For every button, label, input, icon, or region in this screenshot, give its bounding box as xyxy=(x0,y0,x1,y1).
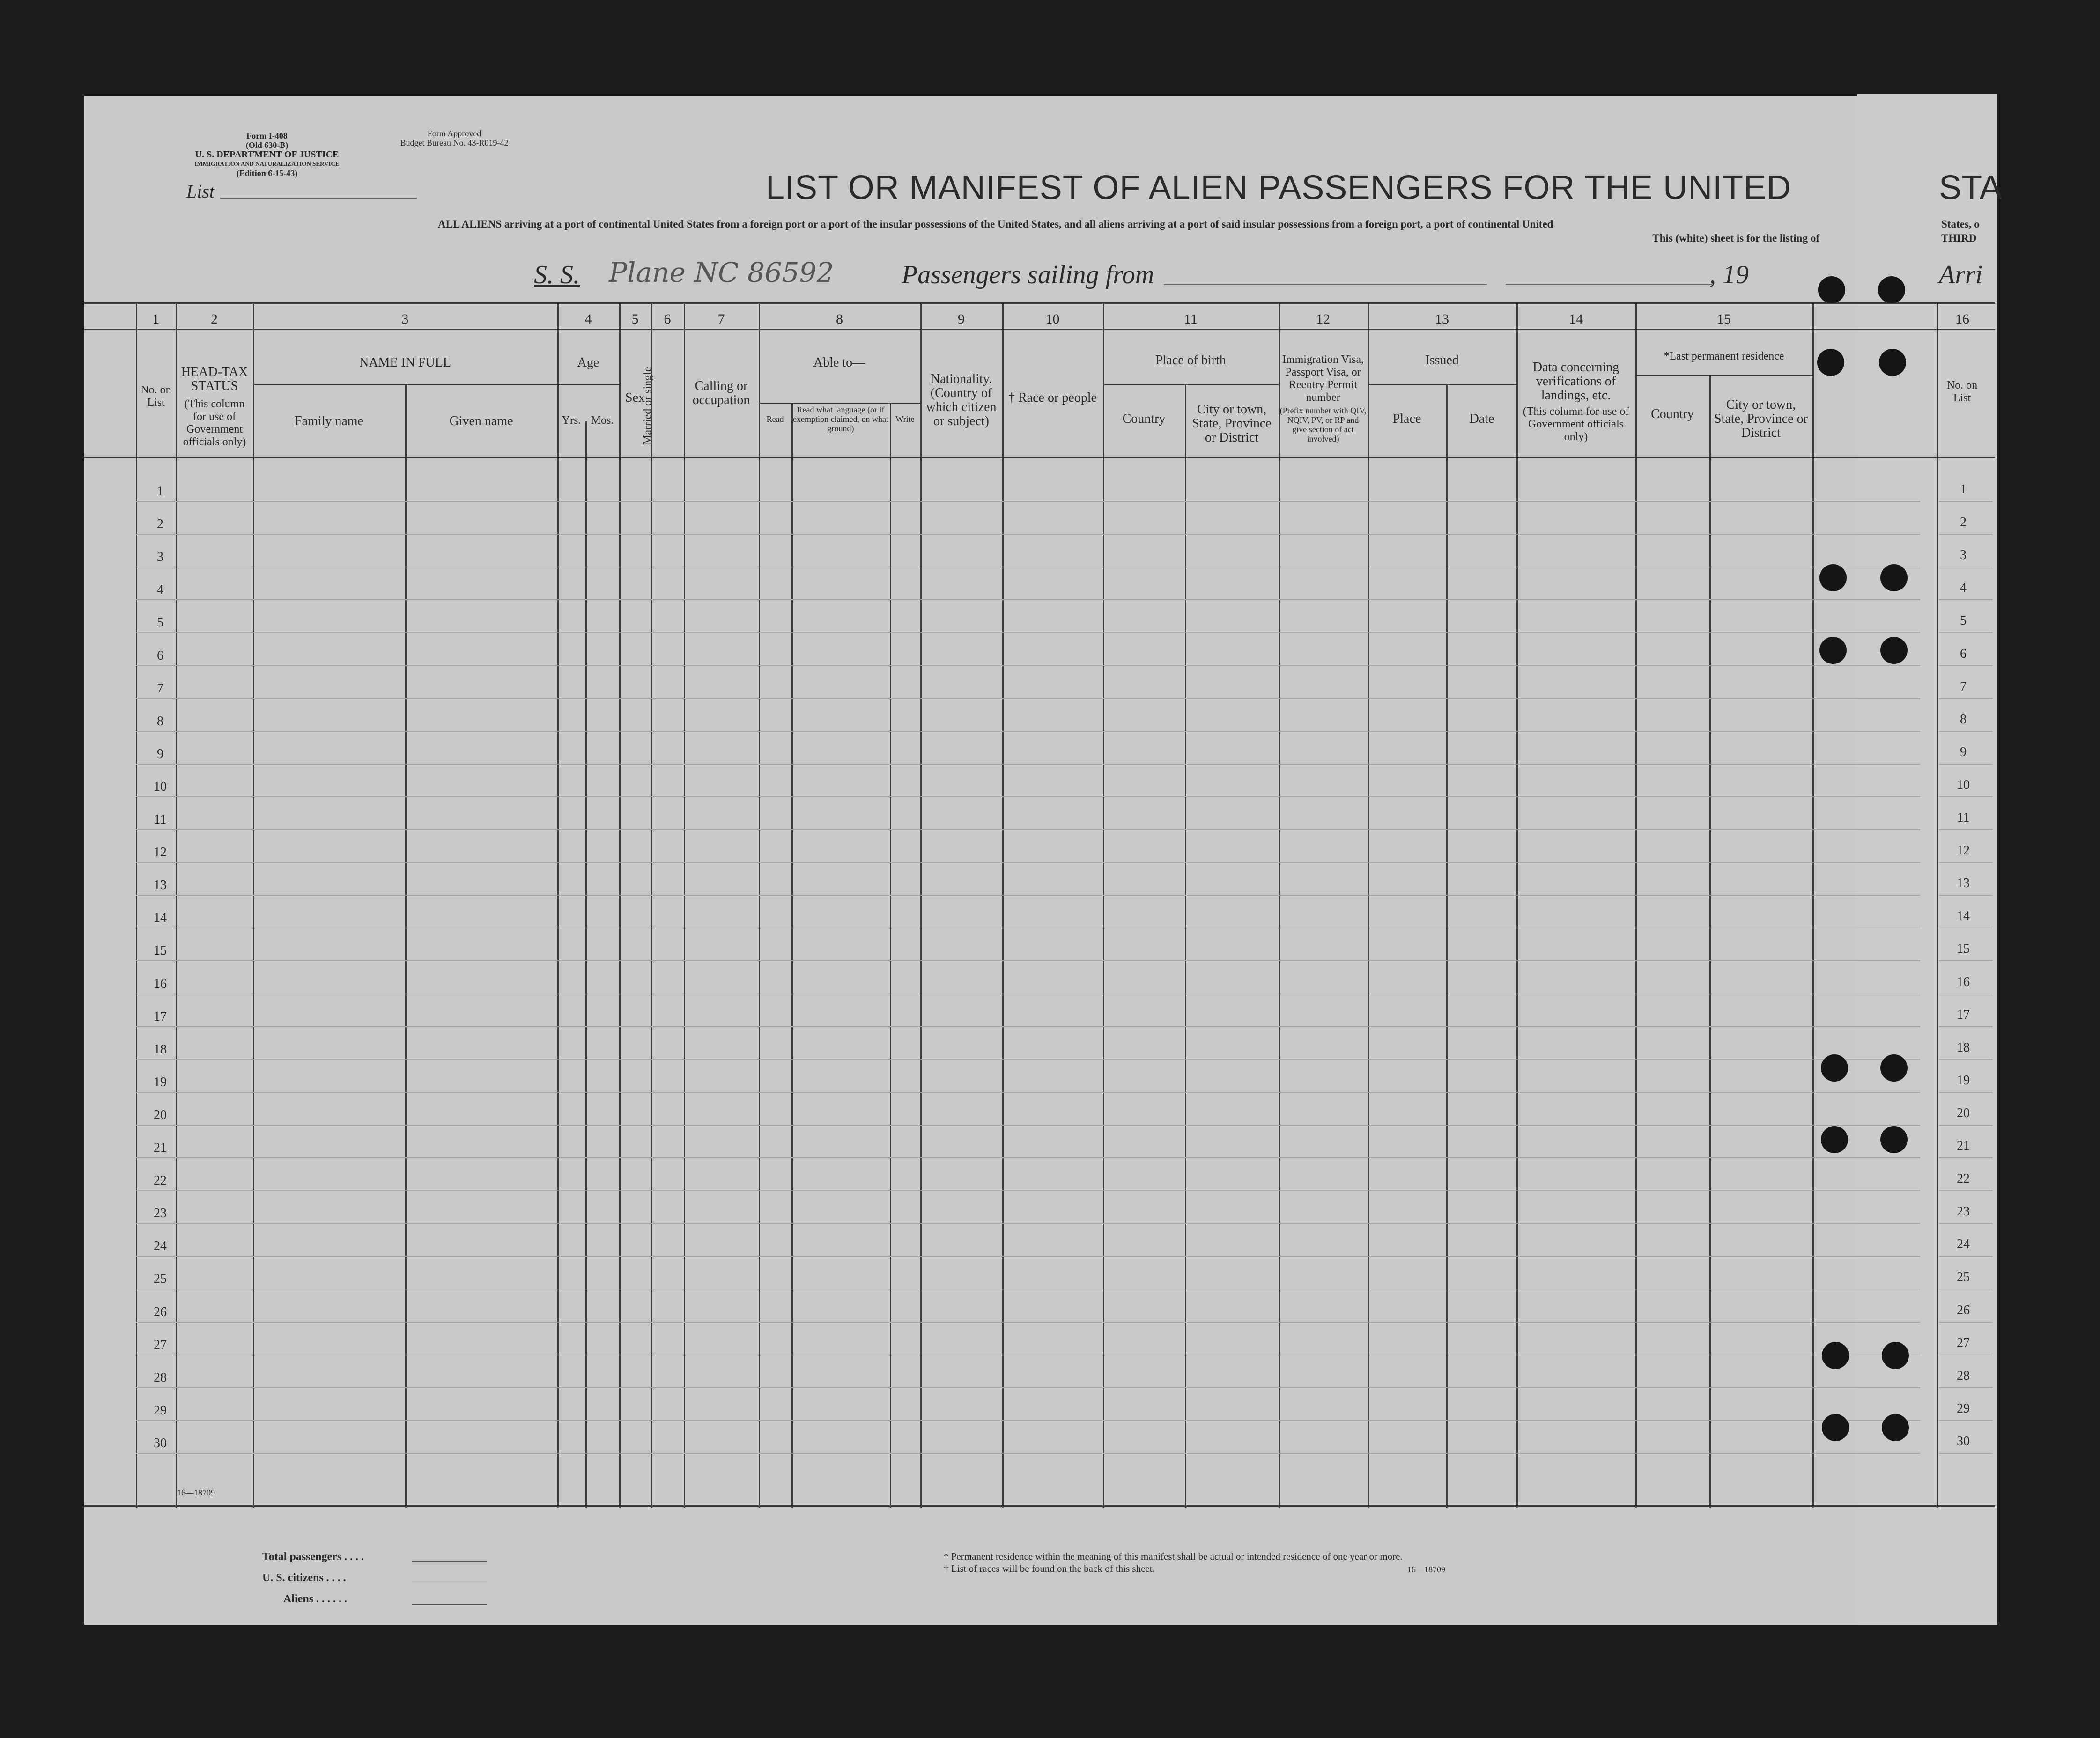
col-able-to: Able to— xyxy=(813,355,866,370)
row-number-right: 7 xyxy=(1960,679,1967,694)
row-rule-right xyxy=(1939,796,1993,797)
row-rule xyxy=(136,862,1920,863)
col-nationality: Nationality. (Country of which citizen or subject) xyxy=(926,372,997,428)
colnum-16: 16 xyxy=(1955,311,1969,327)
row-number: 29 xyxy=(154,1403,167,1418)
row-number: 25 xyxy=(154,1272,167,1286)
row-rule-right xyxy=(1939,1092,1993,1093)
col-visa-note: (Prefix number with QIV, NQIV, PV, or RP and give section of act involved) xyxy=(1279,406,1367,443)
footer-note-races: † List of races will be found on the back of this sheet. xyxy=(944,1563,1155,1574)
colnum-3: 3 xyxy=(401,311,409,327)
row-rule-right xyxy=(1939,1190,1993,1191)
row-rule-right xyxy=(1939,731,1993,732)
row-number: 15 xyxy=(154,943,167,958)
colnum-1: 1 xyxy=(152,311,159,327)
row-number-right: 30 xyxy=(1957,1434,1970,1449)
colnum-15: 15 xyxy=(1717,311,1731,327)
row-rule xyxy=(136,829,1920,830)
row-number: 6 xyxy=(157,648,163,663)
col-issued: Issued xyxy=(1425,353,1459,368)
col-head-tax-label: HEAD-TAX STATUS xyxy=(181,365,248,393)
col-visa xyxy=(1279,353,1367,443)
row-number: 26 xyxy=(154,1305,167,1319)
row-number-right: 24 xyxy=(1957,1237,1970,1252)
colnum-11: 11 xyxy=(1184,311,1198,327)
row-rule-right xyxy=(1939,665,1993,666)
row-rule xyxy=(136,895,1920,896)
row-number: 18 xyxy=(154,1042,167,1057)
row-number-right: 20 xyxy=(1957,1106,1970,1120)
punch-hole xyxy=(1880,1054,1908,1082)
row-number: 8 xyxy=(157,714,163,729)
row-number-right: 13 xyxy=(1957,876,1970,891)
row-number: 19 xyxy=(154,1075,167,1090)
col-calling: Calling or occupation xyxy=(692,379,750,407)
punch-hole xyxy=(1822,1414,1849,1441)
form-old-number: (Old 630-B) xyxy=(245,140,288,150)
row-rule-right xyxy=(1939,895,1993,896)
row-number-right: 17 xyxy=(1957,1008,1970,1022)
page-title-cont: STA xyxy=(1939,169,2002,206)
row-rule-right xyxy=(1939,534,1993,535)
col-married: Married or single xyxy=(642,367,654,445)
ss-label: S. S. xyxy=(534,260,580,289)
row-number: 14 xyxy=(154,911,167,925)
colnum-4: 4 xyxy=(584,311,592,327)
row-number-right: 10 xyxy=(1957,778,1970,792)
punch-hole xyxy=(1880,637,1908,664)
row-rule xyxy=(136,731,1920,732)
row-number: 4 xyxy=(157,582,163,597)
colnum-border xyxy=(84,329,1995,330)
row-rule xyxy=(136,764,1920,765)
footer-code: 16—18709 xyxy=(1407,1565,1445,1574)
row-rule xyxy=(136,1420,1920,1421)
right-line1: States, o xyxy=(1941,218,1980,230)
col-place-of-birth: Place of birth xyxy=(1155,353,1226,368)
table-bottom-border xyxy=(84,1505,1995,1507)
row-number-right: 29 xyxy=(1957,1401,1970,1416)
col-verifications xyxy=(1517,361,1634,443)
form-approval xyxy=(384,129,525,147)
col-given-name: Given name xyxy=(449,414,513,428)
form-service: IMMIGRATION AND NATURALIZATION SERVICE xyxy=(194,160,340,167)
row-number: 17 xyxy=(154,1009,167,1024)
row-rule xyxy=(136,1387,1920,1388)
col-verifications-label: Data concerning verifications of landings, etc. xyxy=(1532,360,1619,403)
form-budget: Budget Bureau No. 43-R019-42 xyxy=(400,138,509,147)
row-rule xyxy=(136,1223,1920,1224)
form-agency: U. S. DEPARTMENT OF JUSTICE xyxy=(195,149,339,160)
col-no-on-list: No. on List xyxy=(140,384,171,409)
row-number: 1 xyxy=(157,484,163,499)
punch-hole xyxy=(1879,349,1906,376)
punch-hole xyxy=(1817,349,1844,376)
row-rule xyxy=(136,1322,1920,1323)
row-rule xyxy=(136,501,1920,502)
header-bottom-border xyxy=(84,457,1995,458)
col-family-name: Family name xyxy=(295,414,363,428)
row-number: 13 xyxy=(154,878,167,892)
row-rule-right xyxy=(1939,764,1993,765)
colnum-14: 14 xyxy=(1569,311,1583,327)
row-number-right: 18 xyxy=(1957,1040,1970,1055)
punch-hole xyxy=(1821,1054,1848,1082)
form-number xyxy=(178,131,356,178)
row-rule xyxy=(136,665,1920,666)
row-number-right: 23 xyxy=(1957,1204,1970,1219)
colnum-8: 8 xyxy=(836,311,843,327)
col-birth-country: Country xyxy=(1122,412,1166,426)
punch-hole xyxy=(1882,1342,1909,1369)
table-top-border xyxy=(84,302,1995,304)
row-number-right: 4 xyxy=(1960,581,1967,595)
row-number: 30 xyxy=(154,1436,167,1451)
subtitle2: This (white) sheet is for the listing of xyxy=(1652,232,1819,244)
row-number: 20 xyxy=(154,1108,167,1122)
row-rule-right xyxy=(1939,1322,1993,1323)
punch-hole xyxy=(1819,637,1847,664)
row-number: 28 xyxy=(154,1370,167,1385)
col-birth-city: City or town, State, Province or District xyxy=(1192,402,1272,445)
list-label: List xyxy=(186,181,215,202)
row-rule xyxy=(136,1157,1920,1158)
col-residence-country: Country xyxy=(1651,407,1694,421)
row-rule-right xyxy=(1939,1125,1993,1126)
row-rule xyxy=(136,1125,1920,1126)
row-rule xyxy=(136,534,1920,535)
footer-aliens: Aliens . . . . . . xyxy=(283,1593,348,1605)
form-edition: (Edition 6-15-43) xyxy=(236,169,298,178)
row-number-right: 12 xyxy=(1957,843,1970,858)
col-head-tax-note: (This column for use of Government officials only) xyxy=(183,398,246,448)
sailing-label: Passengers sailing from xyxy=(902,260,1154,289)
row-number: 22 xyxy=(154,1173,167,1188)
right-line2: THIRD xyxy=(1941,232,1977,244)
row-rule xyxy=(136,1190,1920,1191)
col-head-tax xyxy=(177,365,252,449)
punch-hole xyxy=(1822,1342,1849,1369)
row-number-right: 16 xyxy=(1957,975,1970,989)
col-issued-date: Date xyxy=(1469,412,1494,426)
row-number-right: 26 xyxy=(1957,1303,1970,1318)
row-rule-right xyxy=(1939,1420,1993,1421)
row-rule-right xyxy=(1939,698,1993,699)
sailing-line xyxy=(1164,284,1487,285)
col-age: Age xyxy=(577,355,599,370)
col-issued-place: Place xyxy=(1392,412,1421,426)
row-number-right: 3 xyxy=(1960,548,1967,562)
year-label: , 19 xyxy=(1709,260,1749,289)
page-title: LIST OR MANIFEST OF ALIEN PASSENGERS FOR THE UNITED xyxy=(766,169,1792,206)
col-verifications-note: (This column for use of Government officials only) xyxy=(1523,405,1629,443)
row-number-right: 21 xyxy=(1957,1139,1970,1153)
colnum-12: 12 xyxy=(1316,311,1330,327)
punch-hole xyxy=(1878,276,1905,303)
col-last-residence: *Last permanent residence xyxy=(1664,350,1784,362)
col-sex: Sex xyxy=(625,390,645,405)
row-rule-right xyxy=(1939,632,1993,633)
row-rule-right xyxy=(1939,1387,1993,1388)
row-number: 16 xyxy=(154,977,167,991)
col-no-on-list-right: No. on List xyxy=(1946,379,1978,404)
row-number-right: 11 xyxy=(1957,810,1970,825)
row-number: 12 xyxy=(154,845,167,860)
form-number-text: Form I-408 xyxy=(246,131,288,140)
row-number: 2 xyxy=(157,517,163,531)
col-visa-label: Immigration Visa, Passport Visa, or Reentry Permit number xyxy=(1282,353,1364,404)
colnum-6: 6 xyxy=(664,311,671,327)
row-number: 10 xyxy=(154,780,167,794)
row-rule xyxy=(136,1092,1920,1093)
row-rule xyxy=(136,960,1920,961)
col-age-mos: Mos. xyxy=(591,414,614,427)
punch-hole xyxy=(1880,1126,1908,1153)
row-number: 23 xyxy=(154,1206,167,1221)
row-number-right: 6 xyxy=(1960,647,1967,661)
row-number: 27 xyxy=(154,1338,167,1352)
row-rule xyxy=(136,599,1920,600)
punch-hole xyxy=(1880,564,1908,591)
row-number-right: 27 xyxy=(1957,1336,1970,1350)
row-rule xyxy=(136,1256,1920,1257)
row-rule-right xyxy=(1939,1026,1993,1027)
row-number: 11 xyxy=(154,812,167,827)
row-number-right: 22 xyxy=(1957,1171,1970,1186)
footer-citizens: U. S. citizens . . . . xyxy=(262,1572,346,1584)
colnum-5: 5 xyxy=(631,311,639,327)
row-rule-right xyxy=(1939,1453,1993,1454)
row-number: 5 xyxy=(157,615,163,630)
row-rule-right xyxy=(1939,960,1993,961)
subtitle: ALL ALIENS arriving at a port of continental United States from a foreign port or a port of the insular possessions of the United States, and all aliens arriving at a port of said insular possessions from a foreign port, a port of continental United xyxy=(438,218,1553,230)
punch-hole xyxy=(1818,276,1845,303)
row-rule-right xyxy=(1939,599,1993,600)
arriving-label: Arri xyxy=(1939,260,1983,289)
col-residence-city: City or town, State, Province or District xyxy=(1714,398,1808,440)
row-rule-right xyxy=(1939,1059,1993,1060)
row-number-right: 1 xyxy=(1960,482,1967,497)
row-rule-right xyxy=(1939,1256,1993,1257)
row-rule xyxy=(136,796,1920,797)
row-number-right: 15 xyxy=(1957,942,1970,956)
footer-total: Total passengers . . . . xyxy=(262,1551,364,1563)
row-rule xyxy=(136,632,1920,633)
row-rule xyxy=(136,1453,1920,1454)
punch-hole xyxy=(1882,1414,1909,1441)
col-read-language: Read what language (or if exemption claimed, on what ground) xyxy=(793,405,888,433)
col-race: † Race or people xyxy=(1008,390,1097,405)
colnum-10: 10 xyxy=(1045,311,1060,327)
row-rule-right xyxy=(1939,501,1993,502)
row-rule xyxy=(136,1026,1920,1027)
row-number-right: 5 xyxy=(1960,613,1967,628)
col-read: Read xyxy=(766,414,784,424)
date-line xyxy=(1506,284,1712,285)
row-number-right: 14 xyxy=(1957,909,1970,923)
row-rule-right xyxy=(1939,829,1993,830)
colnum-13: 13 xyxy=(1435,311,1449,327)
row-rule-right xyxy=(1939,862,1993,863)
row-number: 7 xyxy=(157,681,163,696)
row-number-right: 9 xyxy=(1960,745,1967,759)
ss-handwritten-value: Plane NC 86592 xyxy=(609,257,834,288)
punch-hole xyxy=(1819,564,1847,591)
row-number: 24 xyxy=(154,1239,167,1253)
punch-hole xyxy=(1821,1126,1848,1153)
col-name-in-full: NAME IN FULL xyxy=(359,355,451,370)
row-number-right: 28 xyxy=(1957,1369,1970,1383)
row-rule xyxy=(136,1059,1920,1060)
row-number-right: 2 xyxy=(1960,515,1967,530)
row-rule-right xyxy=(1939,1223,1993,1224)
colnum-7: 7 xyxy=(717,311,725,327)
col-age-yrs: Yrs. xyxy=(562,414,581,427)
list-line xyxy=(220,198,417,199)
row-number: 3 xyxy=(157,550,163,564)
colnum-2: 2 xyxy=(211,311,218,327)
row-number: 21 xyxy=(154,1141,167,1155)
row-number-right: 8 xyxy=(1960,712,1967,727)
colnum-9: 9 xyxy=(958,311,965,327)
row-number: 9 xyxy=(157,747,163,761)
form-approved: Form Approved xyxy=(427,129,481,138)
footer-note-residence: * Permanent residence within the meaning of this manifest shall be actual or intended residence of one year or more. xyxy=(944,1551,1403,1562)
row-number-right: 19 xyxy=(1957,1073,1970,1088)
row-rule-right xyxy=(1939,1157,1993,1158)
print-code: 16—18709 xyxy=(177,1488,215,1497)
row-number-right: 25 xyxy=(1957,1270,1970,1284)
row-rule xyxy=(136,698,1920,699)
col-write: Write xyxy=(895,414,915,424)
